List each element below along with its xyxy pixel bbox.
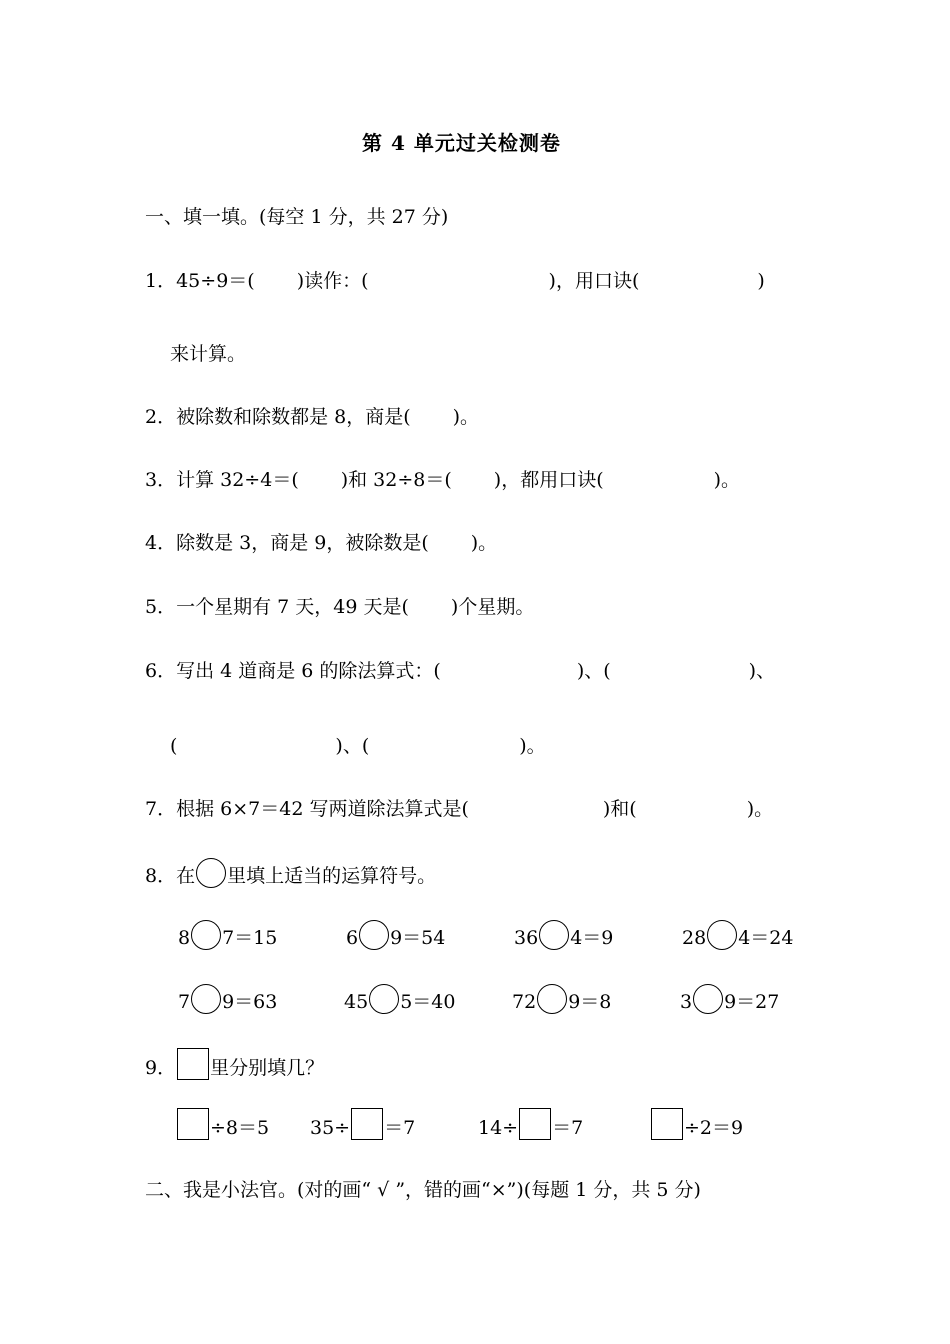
q8-item bbox=[512, 984, 611, 1017]
q3-part-b: )和 32÷8＝( bbox=[340, 469, 452, 491]
question-number: 1． bbox=[145, 270, 177, 292]
question-2 bbox=[145, 404, 479, 430]
q2-part-b: )。 bbox=[452, 406, 480, 428]
q5-part-b: )个星期。 bbox=[450, 596, 535, 618]
q9-left: 35÷ bbox=[310, 1117, 351, 1139]
question-6 bbox=[145, 658, 775, 684]
question-number: 4． bbox=[145, 532, 177, 554]
q8-left: 28 bbox=[682, 927, 707, 949]
q9-right: ÷8＝5 bbox=[210, 1117, 270, 1139]
q8-item bbox=[178, 920, 277, 953]
q8-item bbox=[682, 920, 793, 953]
operator-circle-input[interactable] bbox=[537, 984, 567, 1014]
q9-left: 14÷ bbox=[478, 1117, 519, 1139]
operator-circle-input[interactable] bbox=[191, 920, 221, 950]
q6-part-d: ( bbox=[170, 735, 178, 757]
q7-part-c: )。 bbox=[746, 798, 774, 820]
operator-circle-input[interactable] bbox=[693, 984, 723, 1014]
q8-left: 3 bbox=[680, 991, 693, 1013]
operator-circle-input[interactable] bbox=[359, 920, 389, 950]
question-number: 7． bbox=[145, 798, 177, 820]
q6-part-c: )、 bbox=[748, 660, 776, 682]
q8-item bbox=[680, 984, 779, 1017]
q1-part-c: )，用口诀( bbox=[548, 270, 640, 292]
q8-right: 7＝15 bbox=[222, 927, 278, 949]
q9-item bbox=[176, 1108, 269, 1143]
exam-title: 第 4 单元过关检测卷 bbox=[362, 131, 561, 155]
answer-box-input[interactable] bbox=[177, 1108, 209, 1140]
question-5 bbox=[145, 594, 534, 620]
question-number: 6． bbox=[145, 660, 177, 682]
answer-box-input[interactable] bbox=[519, 1108, 551, 1140]
q8-right: 9＝63 bbox=[222, 991, 278, 1013]
operator-circle-input[interactable] bbox=[369, 984, 399, 1014]
q1-part-a: 45÷9＝( bbox=[176, 270, 255, 292]
q3-part-a: 计算 32÷4＝( bbox=[176, 469, 299, 491]
q7-part-a: 根据 6×7＝42 写两道除法算式是( bbox=[176, 798, 469, 820]
q8-item bbox=[514, 920, 613, 953]
q9-right: ＝7 bbox=[384, 1117, 416, 1139]
q8-left: 72 bbox=[512, 991, 537, 1013]
q4-part-b: )。 bbox=[470, 532, 498, 554]
q8-right: 5＝40 bbox=[400, 991, 456, 1013]
q9-right: ÷2＝9 bbox=[684, 1117, 744, 1139]
q3-part-c: )，都用口诀( bbox=[493, 469, 604, 491]
q8-item bbox=[344, 984, 455, 1017]
q3-part-d: )。 bbox=[713, 469, 741, 491]
q8-item bbox=[178, 984, 277, 1017]
operator-circle-input[interactable] bbox=[539, 920, 569, 950]
q9-post: 里分别填几？ bbox=[210, 1057, 325, 1079]
q8-right: 9＝8 bbox=[568, 991, 612, 1013]
question-number: 2． bbox=[145, 406, 177, 428]
q6-part-f: )。 bbox=[519, 735, 546, 757]
operator-circle-input[interactable] bbox=[707, 920, 737, 950]
q8-right: 4＝24 bbox=[738, 927, 794, 949]
answer-box-input[interactable] bbox=[651, 1108, 683, 1140]
question-number: 5． bbox=[145, 596, 177, 618]
section-1-heading: 一、填一填。(每空 1 分，共 27 分) bbox=[145, 206, 449, 228]
q6-part-e: )、( bbox=[335, 735, 370, 757]
square-blank-icon bbox=[177, 1048, 209, 1080]
q8-left: 6 bbox=[346, 927, 359, 949]
q8-left: 36 bbox=[514, 927, 539, 949]
q8-item bbox=[346, 920, 445, 953]
q8-right: 9＝27 bbox=[724, 991, 780, 1013]
q9-item bbox=[310, 1108, 415, 1143]
question-1-continued: 来计算。 bbox=[170, 343, 247, 365]
question-7 bbox=[145, 796, 773, 822]
q9-item bbox=[478, 1108, 583, 1143]
question-8 bbox=[145, 858, 436, 889]
question-number: 8． bbox=[145, 865, 177, 887]
q6-part-a: 写出 4 道商是 6 的除法算式：( bbox=[176, 660, 441, 682]
q8-right: 9＝54 bbox=[390, 927, 446, 949]
q8-pre: 在 bbox=[176, 865, 196, 887]
q7-part-b: )和( bbox=[602, 798, 637, 820]
circle-blank-icon bbox=[196, 858, 226, 888]
question-9 bbox=[145, 1048, 324, 1081]
question-1 bbox=[145, 268, 765, 294]
question-3 bbox=[145, 467, 740, 493]
q9-right: ＝7 bbox=[552, 1117, 584, 1139]
q5-part-a: 一个星期有 7 天，49 天是( bbox=[176, 596, 409, 618]
q8-left: 7 bbox=[178, 991, 191, 1013]
q1-part-b: )读作：( bbox=[296, 270, 369, 292]
q1-part-d: ) bbox=[757, 270, 765, 292]
q9-item bbox=[650, 1108, 743, 1143]
answer-box-input[interactable] bbox=[351, 1108, 383, 1140]
question-4 bbox=[145, 530, 497, 556]
q8-left: 8 bbox=[178, 927, 191, 949]
q8-left: 45 bbox=[344, 991, 369, 1013]
question-number: 3． bbox=[145, 469, 177, 491]
section-2-heading: 二、我是小法官。(对的画“ √ ”，错的画“×”)(每题 1 分，共 5 分) bbox=[145, 1179, 701, 1201]
q2-part-a: 被除数和除数都是 8，商是( bbox=[176, 406, 411, 428]
question-number: 9． bbox=[145, 1057, 177, 1079]
operator-circle-input[interactable] bbox=[191, 984, 221, 1014]
question-6-continued bbox=[170, 733, 546, 759]
q4-part-a: 除数是 3，商是 9，被除数是( bbox=[176, 532, 429, 554]
q6-part-b: )、( bbox=[576, 660, 611, 682]
q8-post: 里填上适当的运算符号。 bbox=[227, 865, 437, 887]
q8-right: 4＝9 bbox=[570, 927, 614, 949]
